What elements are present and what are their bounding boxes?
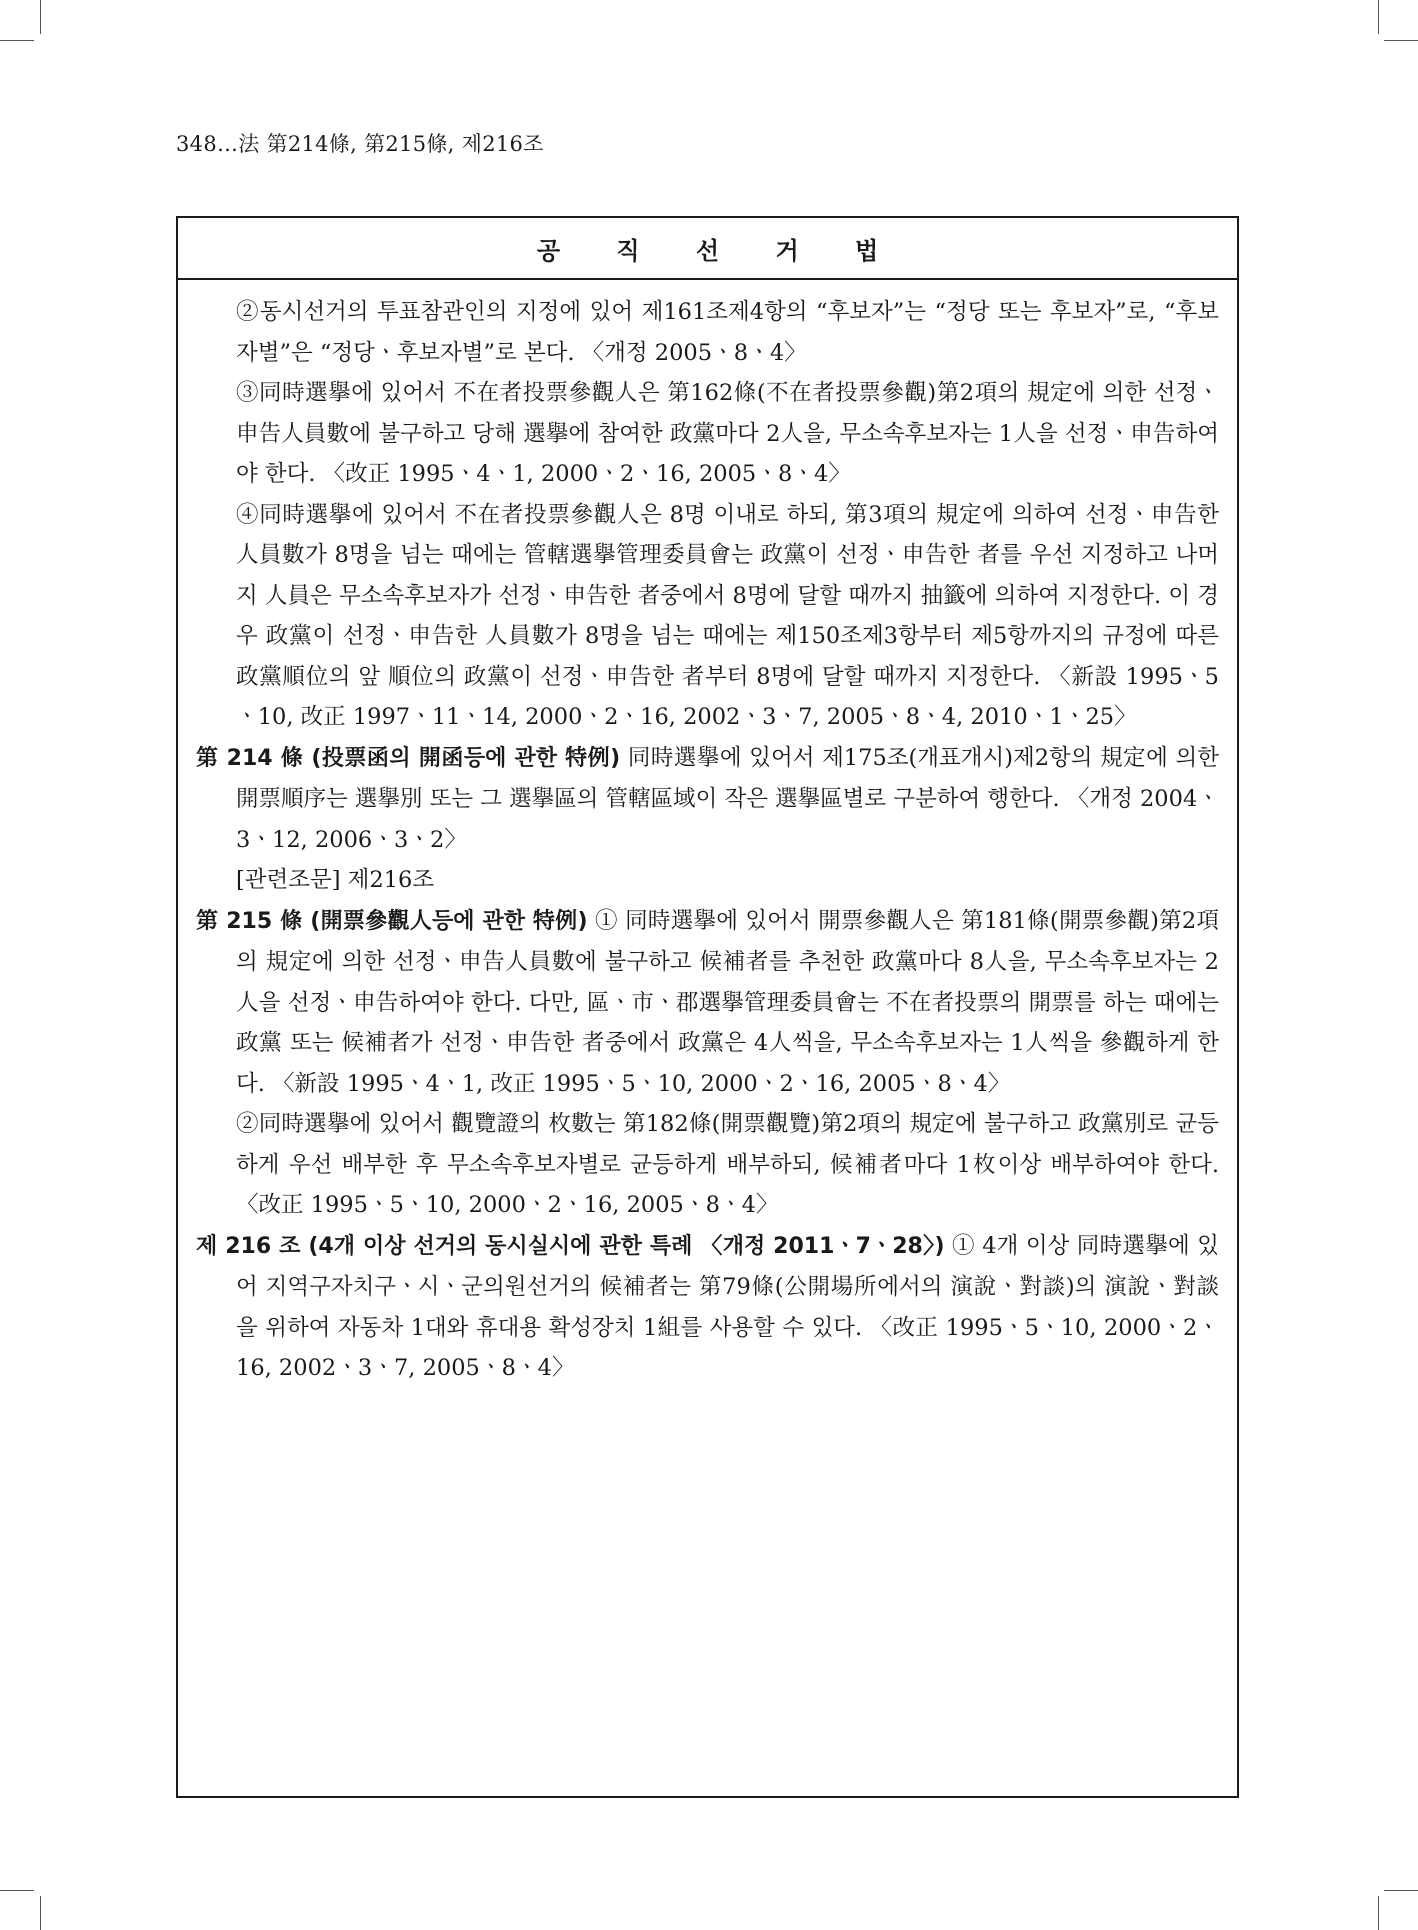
box-body [178, 280, 1237, 1389]
crop-mark-top-right-h [1384, 40, 1418, 41]
crop-mark-bottom-right-h [1384, 1890, 1418, 1891]
crop-mark-top-right-v [1378, 0, 1379, 34]
box-title: 공 직 선 거 법 [178, 218, 1237, 280]
paragraph-215-2: ②同時選擧에 있어서 觀覽證의 枚數는 第182條(開票觀覽)第2項의 規定에 불구하고 政黨別로 균등하게 우선 배부한 후 무소속후보자별로 균등하게 배부하되, 候補者마다 1枚이상 배부하여야 한다. 〈改正 1995ㆍ5ㆍ10, 2000ㆍ2ㆍ16, 2005ㆍ8ㆍ4〉 [236, 1111, 1219, 1218]
crop-mark-top-left-v [40, 0, 41, 34]
paragraph-213-3: ③同時選擧에 있어서 不在者投票參觀人은 第162條(不在者投票參觀)第2項의 規定에 의한 선정ㆍ申告人員數에 불구하고 당해 選擧에 참여한 政黨마다 2人을, 무소속후보자는 1人을 선정ㆍ申告하여야 한다. 〈改正 1995ㆍ4ㆍ1, 2000ㆍ2ㆍ16, 2005ㆍ8ㆍ4〉 [236, 380, 1219, 487]
crop-mark-bottom-left-v [40, 1896, 41, 1930]
article-214-heading: 第 214 條 (投票函의 開函등에 관한 特例) [196, 745, 621, 771]
article-216-heading: 제 216 조 (4개 이상 선거의 동시실시에 관한 특례 〈개정 2011ㆍ7ㆍ28〉) [196, 1233, 945, 1259]
article-214 [196, 738, 1219, 861]
article-215-heading: 第 215 條 (開票參觀人등에 관한 特例) [196, 908, 588, 934]
crop-mark-bottom-left-h [0, 1890, 34, 1891]
crop-mark-top-left-h [0, 40, 34, 41]
paragraph-213-2: ②동시선거의 투표참관인의 지정에 있어 제161조제4항의 “후보자”는 “정당 또는 후보자”로, “후보자별”은 “정당ㆍ후보자별”로 본다. 〈개정 2005ㆍ8ㆍ4〉 [236, 299, 1219, 366]
article-215 [196, 901, 1219, 1105]
article-214-text: 同時選擧에 있어서 제175조(개표개시)제2항의 規定에 의한 開票順序는 選擧別 또는 그 選擧區의 管轄區域이 작은 選擧區별로 구분하여 행한다. 〈개정 2004ㆍ3ㆍ12, 2006ㆍ3ㆍ2〉 [236, 744, 1220, 853]
related-article-reference: [관련조문] 제216조 [236, 867, 435, 893]
crop-mark-bottom-right-v [1378, 1896, 1379, 1930]
paragraph-213-4: ④同時選擧에 있어서 不在者投票參觀人은 8명 이내로 하되, 第3項의 規定에 의하여 선정ㆍ申告한 人員數가 8명을 넘는 때에는 管轄選擧管理委員會는 政黨이 선정ㆍ申告한 者를 우선 지정하고 나머지 人員은 무소속후보자가 선정ㆍ申告한 者중에서 8명에 달할 때까지 抽籤에 의하여 지정한다. 이 경우 政黨이 선정ㆍ申告한 人員數가 8명을 넘는 때에는 제150조제3항부터 제5항까지의 규정에 따른 政黨順位의 앞 順位의 政黨이 선정ㆍ申告한 者부터 8명에 달할 때까지 지정한다. 〈新設 1995ㆍ5ㆍ10, 改正 1997ㆍ11ㆍ14, 2000ㆍ2ㆍ16, 2002ㆍ3ㆍ7, 2005ㆍ8ㆍ4, 2010ㆍ1ㆍ25〉 [236, 501, 1219, 730]
article-216-text: ① 4개 이상 同時選擧에 있어 지역구자치구ㆍ시ㆍ군의원선거의 候補者는 第79條(公開場所에서의 演說ㆍ對談)의 演說ㆍ對談을 위하여 자동차 1대와 휴대용 확성장치 1組를 사용할 수 있다. 〈改正 1995ㆍ5ㆍ10, 2000ㆍ2ㆍ16, 2002ㆍ3ㆍ7, 2005ㆍ8ㆍ4〉 [236, 1232, 1219, 1381]
statute-box [176, 216, 1239, 1798]
article-216 [196, 1226, 1219, 1389]
article-215-text: ① 同時選擧에 있어서 開票參觀人은 第181條(開票參觀)第2項의 規定에 의한 선정ㆍ申告人員數에 불구하고 候補者를 추천한 政黨마다 8人을, 무소속후보자는 2人을 선정ㆍ申告하여야 한다. 다만, 區ㆍ市ㆍ郡選擧管理委員會는 不在者投票의 開票를 하는 때에는 政黨 또는 候補者가 선정ㆍ申告한 者중에서 政黨은 4人씩을, 무소속후보자는 1人씩을 參觀하게 한다. 〈新設 1995ㆍ4ㆍ1, 改正 1995ㆍ5ㆍ10, 2000ㆍ2ㆍ16, 2005ㆍ8ㆍ4〉 [236, 907, 1219, 1097]
running-head: 348…法 第214條, 第215條, 제216조 [176, 132, 544, 156]
